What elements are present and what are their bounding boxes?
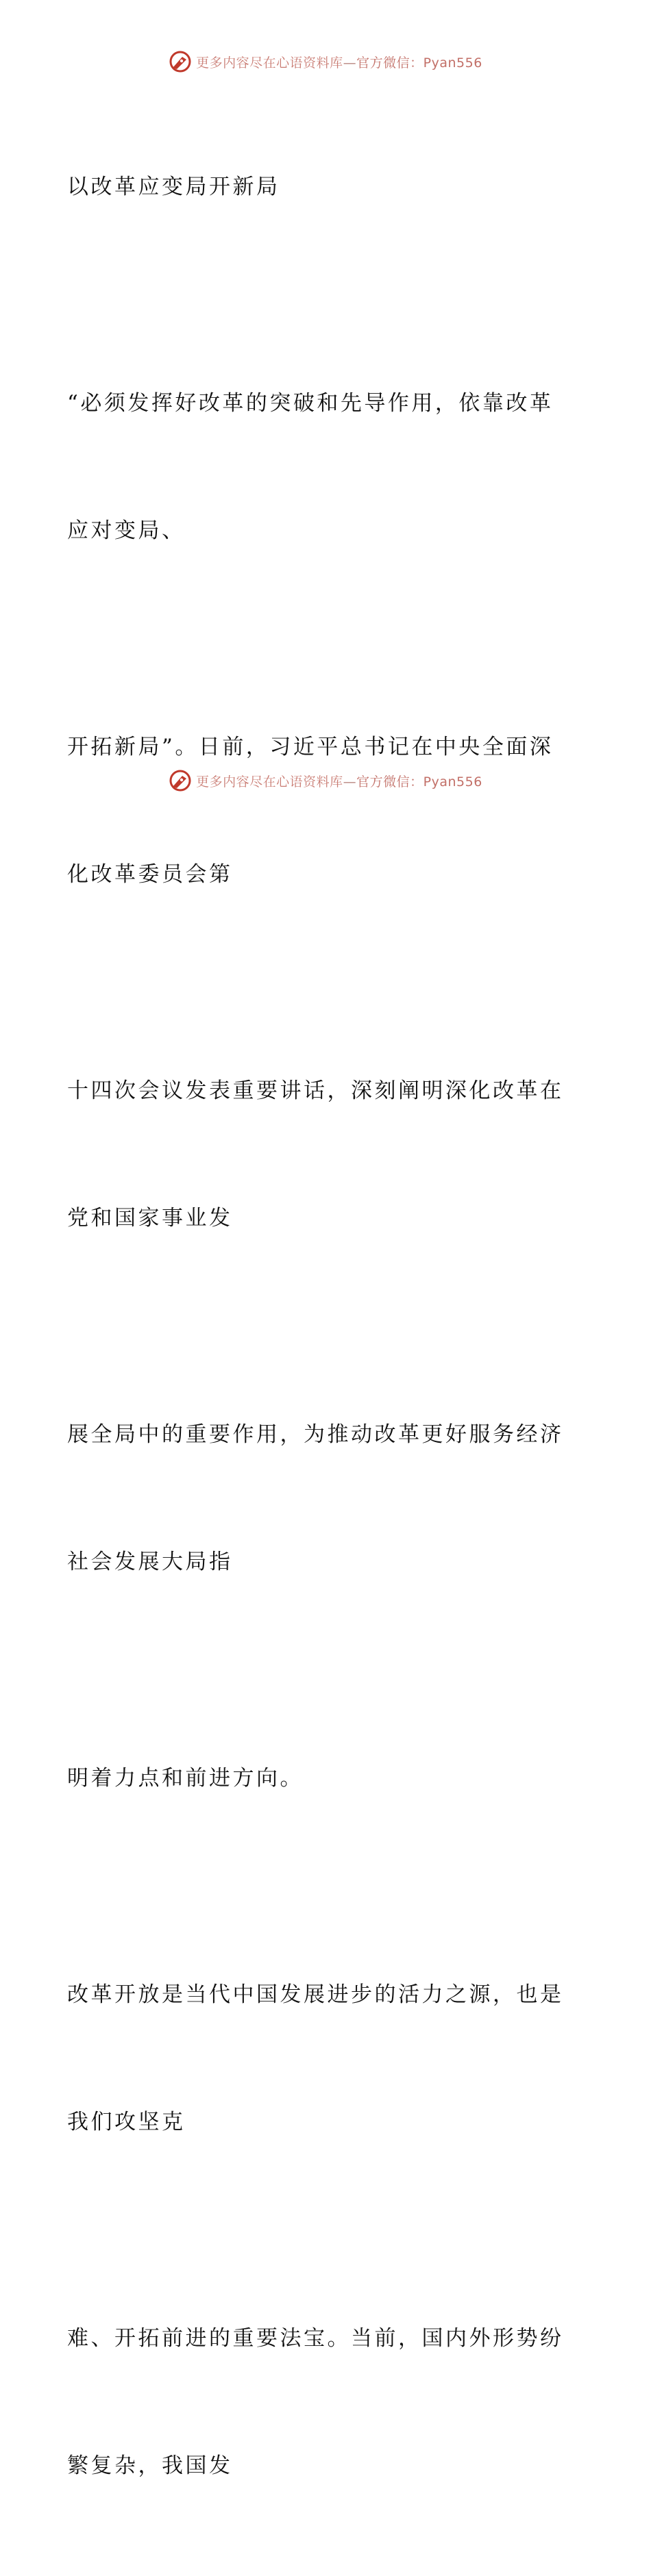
footer-banner <box>0 766 651 796</box>
paragraph-line: 应对变局、 <box>67 518 186 543</box>
paragraph-4 <box>67 1328 574 1668</box>
paragraph-line: 化改革委员会第 <box>67 862 233 887</box>
paragraph-line: 改革开放是当代中国发展进步的活力之源，也是 <box>67 1982 564 2007</box>
paragraph-1 <box>67 297 574 637</box>
footer-separator: — <box>343 774 357 790</box>
header-wechat-text: 官方微信：Pyan556 <box>356 55 482 71</box>
footer-wechat-text: 官方微信：Pyan556 <box>356 774 482 790</box>
paragraph-line: 繁复杂，我国发 <box>67 2453 233 2478</box>
document-title <box>67 81 574 293</box>
header-banner-text <box>196 53 482 71</box>
footer-site-text: 更多内容尽在心语资料库 <box>196 774 343 790</box>
paragraph-5 <box>67 1672 574 1884</box>
title-line: 以改革应变局开新局 <box>67 175 280 199</box>
header-banner <box>0 47 651 77</box>
pen-nib-logo-icon <box>169 769 192 792</box>
paragraph-line: 难、开拓前进的重要法宝。当前，国内外形势纷 <box>67 2326 564 2351</box>
header-separator: — <box>343 55 357 71</box>
header-site-text: 更多内容尽在心语资料库 <box>196 55 343 71</box>
paragraph-line: 明着力点和前进方向。 <box>67 1766 304 1791</box>
paragraph-line: 展全局中的重要作用，为推动改革更好服务经济 <box>67 1422 564 1447</box>
paragraph-line: 社会发展大局指 <box>67 1550 233 1574</box>
paragraph-line: 十四次会议发表重要讲话，深刻阐明深化改革在 <box>67 1078 564 1103</box>
paragraph-line: 我们攻坚克 <box>67 2110 186 2134</box>
paragraph-7 <box>67 2232 574 2572</box>
paragraph-2 <box>67 641 574 981</box>
footer-banner-text <box>196 772 482 790</box>
paragraph-line: “必须发挥好改革的突破和先导作用，依靠改革 <box>67 391 554 416</box>
paragraph-line: 党和国家事业发 <box>67 1206 233 1230</box>
paragraph-3 <box>67 985 574 1324</box>
paragraph-6 <box>67 1889 574 2228</box>
pen-nib-logo-icon <box>169 50 192 73</box>
document-body <box>67 81 574 2576</box>
paragraph-line: 开拓新局”。日前，习近平总书记在中央全面深 <box>67 735 554 759</box>
